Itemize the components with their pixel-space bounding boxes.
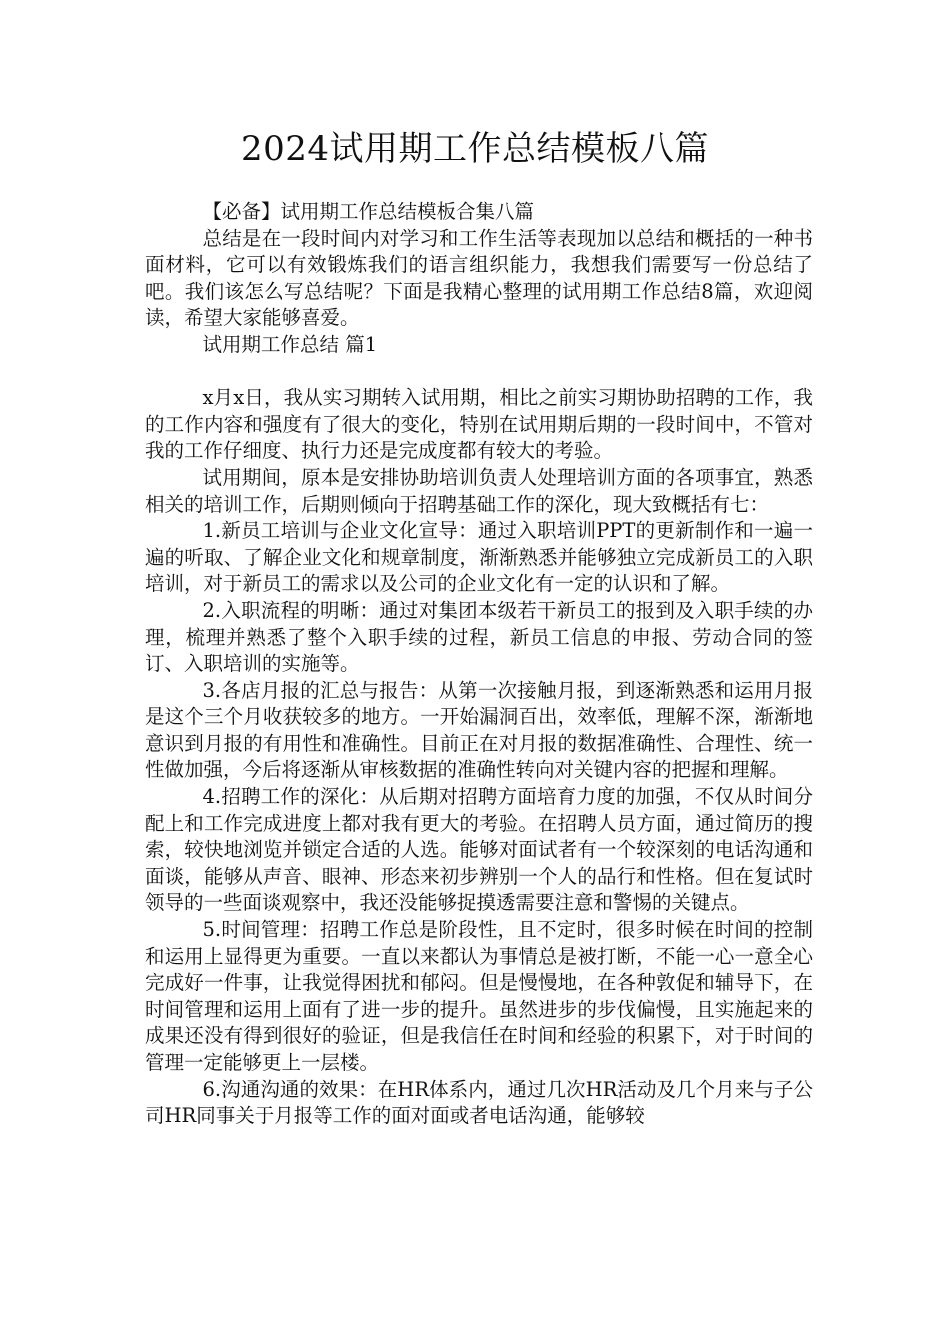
list-item: 1.新员工培训与企业文化宣导：通过入职培训PPT的更新制作和一遍一遍的听取、了解企业文化和规章制度，渐渐熟悉并能够独立完成新员工的入职培训，对于新员工的需求以及公司的企业文化有一定的认识和了解。 (145, 519, 813, 596)
list-item: 3.各店月报的汇总与报告：从第一次接触月报，到逐渐熟悉和运用月报是这个三个月收获较多的地方。一开始漏洞百出，效率低，理解不深，渐渐地意识到月报的有用性和准确性。目前正在对月报的数据准确性、合理性、统一性做加强，今后将逐渐从审核数据的准确性转向对关键内容的把握和理解。 (145, 678, 813, 782)
paragraph: x月x日，我从实习期转入试用期，相比之前实习期协助招聘的工作，我的工作内容和强度有了很大的变化，特别在试用期后期的一段时间中，不管对我的工作仔细度、执行力还是完成度都有较大的考验。 (145, 386, 813, 463)
document-title: 2024试用期工作总结模板八篇 (240, 129, 710, 169)
section-heading: 试用期工作总结 篇1 (202, 332, 378, 356)
blank-line (145, 359, 813, 386)
paragraph: 试用期间，原本是安排协助培训负责人处理培训方面的各项事宜，熟悉相关的培训工作，后期则倾向于招聘基础工作的深化，现大致概括有七： (145, 465, 813, 516)
list-item: 6.沟通沟通的效果：在HR体系内，通过几次HR活动及几个月来与子公司HR同事关于月报等工作的面对面或者电话沟通，能够较 (145, 1077, 813, 1128)
document-body (145, 199, 813, 1130)
paragraph-intro: 总结是在一段时间内对学习和工作生活等表现加以总结和概括的一种书面材料，它可以有效锻炼我们的语言组织能力，我想我们需要写一份总结了吧。我们该怎么写总结呢？下面是我精心整理的试用期工作总结8篇，欢迎阅读，希望大家能够喜爱。 (145, 226, 813, 330)
list-item: 4.招聘工作的深化：从后期对招聘方面培育力度的加强，不仅从时间分配上和工作完成进度上都对我有更大的考验。在招聘人员方面，通过简历的搜索，较快地浏览并锁定合适的人选。能够对面试者有一个较深刻的电话沟通和面谈，能够从声音、眼神、形态来初步辨别一个人的品行和性格。但在复试时领导的一些面谈观察中，我还没能够捉摸透需要注意和警惕的关键点。 (145, 785, 813, 915)
paragraph-subtitle: 【必备】试用期工作总结模板合集八篇 (202, 200, 535, 223)
list-item: 5.时间管理：招聘工作总是阶段性，且不定时，很多时候在时间的控制和运用上显得更为重要。一直以来都认为事情总是被打断，不能一心一意全心完成好一件事，让我觉得困扰和郁闷。但是慢慢地，在各种敦促和辅导下，在时间管理和运用上面有了进一步的提升。虽然进步的步伐偏慢，且实施起来的成果还没有得到很好的验证，但是我信任在时间和经验的积累下，对于时间的管理一定能够更上一层楼。 (145, 918, 813, 1074)
list-item: 2.入职流程的明晰：通过对集团本级若干新员工的报到及入职手续的办理，梳理并熟悉了整个入职手续的过程，新员工信息的申报、劳动合同的签订、入职培训的实施等。 (145, 598, 813, 676)
